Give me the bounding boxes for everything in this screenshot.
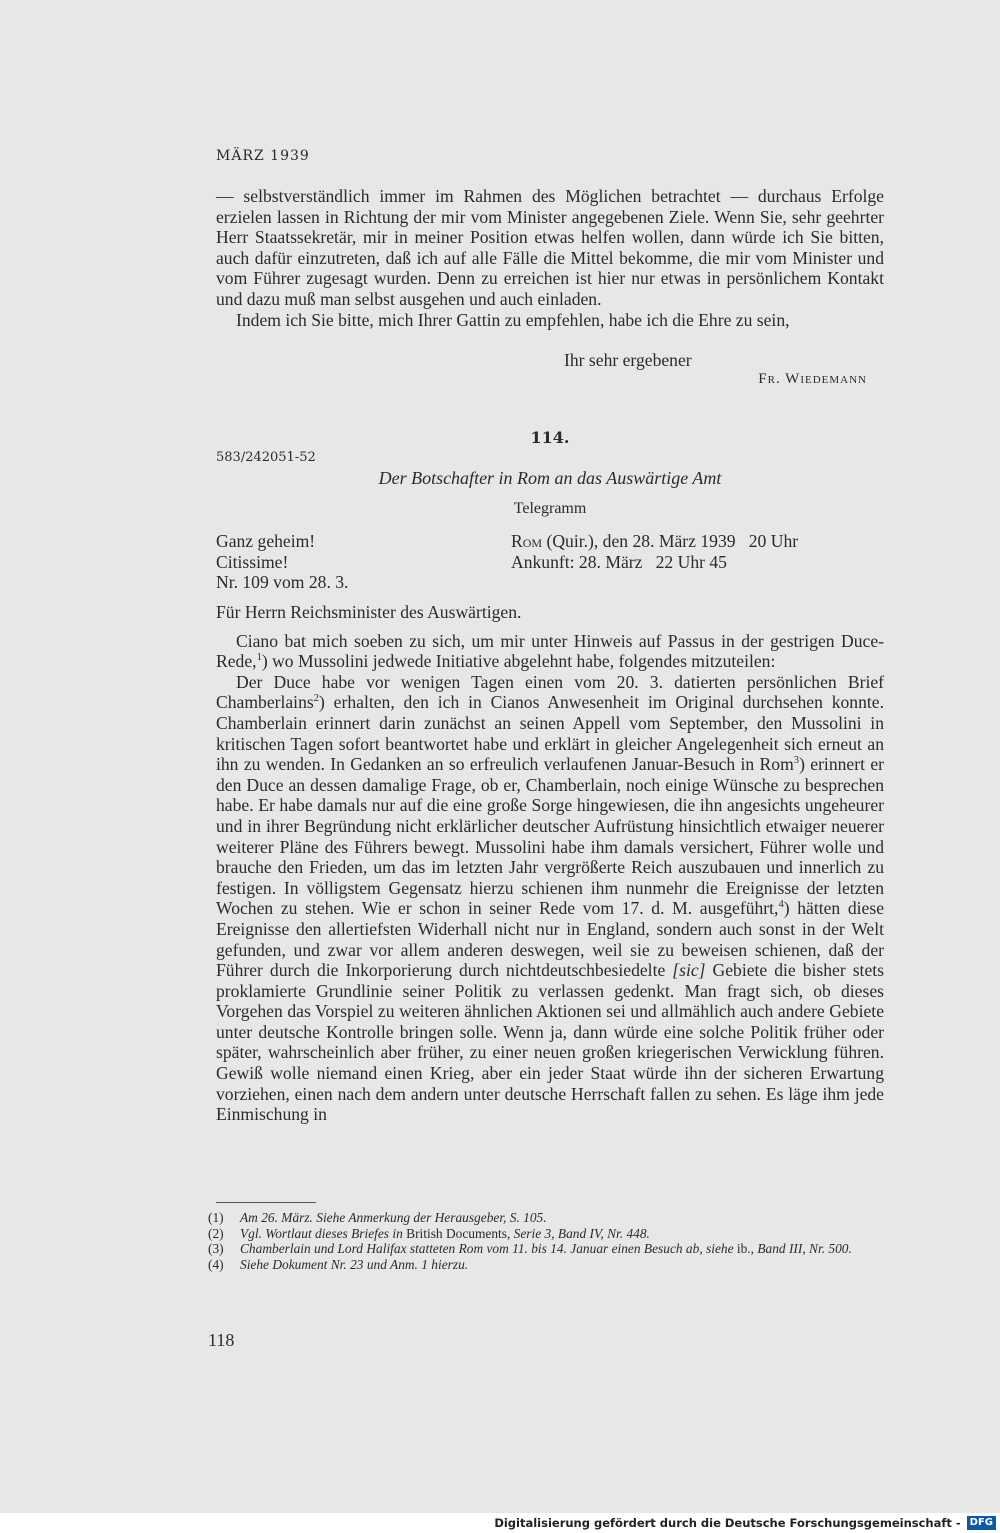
text-run: ) erhalten, den ich in Cianos Anwesenheit im Original durchsehen konnte. Chamberlain erinnert darin zunächst an seinen Appell vom September, den Mussolini in kritischen Tagen sofort beantwortet habe und erklärt in gleicher Angelegenheit sich erneut an ihn zu wenden. In Gedanken an so erfreulich verlaufenen Januar-Besuch in Rom xyxy=(216,692,884,775)
body-paragraph-2 xyxy=(216,672,884,1125)
text-run: ) erinnert er den Duce an dessen damalige Frage, ob er, Chamberlain, noch einige Wünsche zu besprechen habe. Er habe damals nur auf die eine große Sorge hingewiesen, die ihn angesichts ungeheurer und in ihrer Begründung nicht erklärlicher deutscher Aufrüstung hinsichtlich etwaiger neuerer weiterer Pläne des Führers bewegt. Mussolini habe ihm damals versichert, Führer wolle und brauche den Frieden, um das im letzten Jahr vergrößerte Reich auszubauen und innerlich zu festigen. In völligstem Gegensatz hierzu schienen ihm nunmehr die Ereignisse der letzten Wochen zu stehen. Wie er schon in seiner Rede vom 17. d. M. ausgeführt, xyxy=(216,754,884,919)
telegram-header-left xyxy=(216,531,348,593)
footnote-mark: (1) xyxy=(208,1210,224,1225)
page-number: 118 xyxy=(208,1330,235,1350)
footnote xyxy=(208,1257,888,1273)
previous-letter-text xyxy=(216,186,884,330)
origin-place: Rom xyxy=(511,531,543,551)
body-paragraph-1 xyxy=(216,631,884,672)
footnote-ref: 4 xyxy=(778,899,784,911)
previous-letter-closing-paragraph: Indem ich Sie bitte, mich Ihrer Gattin zu empfehlen, habe ich die Ehre zu sein, xyxy=(236,309,790,330)
footnote xyxy=(208,1226,888,1242)
telegram-body xyxy=(216,602,884,1125)
text-run: Der Duce habe vor wenigen Tagen einen vom 20. 3. datierten persönlichen Brief Chamberlains xyxy=(216,671,884,713)
footnote-text: Vgl. Wortlaut dieses Briefes in xyxy=(240,1225,403,1241)
classification-secret: Ganz geheim! xyxy=(216,531,316,551)
footnote-text: Siehe Dokument Nr. 23 und Anm. 1 hierzu. xyxy=(240,1256,469,1272)
footnote-text-tail: Serie 3, Band IV, Nr. 448. xyxy=(510,1225,650,1241)
origin-date: (Quir.), den 28. März 1939 20 Uhr xyxy=(542,531,799,551)
dfg-logo: DFG xyxy=(967,1516,996,1530)
telegram-origin xyxy=(511,531,798,552)
classification-urgent: Citissime! xyxy=(216,551,289,572)
addressee: Für Herrn Reichsminister des Auswärtigen. xyxy=(216,602,522,622)
digitization-footer xyxy=(0,1513,1000,1533)
footnote-mark: (4) xyxy=(208,1256,224,1272)
footnote-text: Chamberlain und Lord Halifax statteten Rom vom 11. bis 14. Januar einen Besuch ab, siehe xyxy=(240,1241,734,1257)
file-reference: 583/242051-52 xyxy=(216,450,316,465)
document-number: 114. xyxy=(530,428,570,447)
sic-marker: [sic] xyxy=(672,960,706,981)
footnotes xyxy=(208,1210,888,1272)
telegram-serial: Nr. 109 vom 28. 3. xyxy=(216,572,349,593)
footnote-source: ib., xyxy=(733,1241,754,1257)
telegram-arrival: Ankunft: 28. März 22 Uhr 45 xyxy=(511,551,727,572)
letter-closing: Ihr sehr ergebener xyxy=(564,350,692,370)
footnote-ref: 3 xyxy=(793,755,800,767)
digitization-credit: Digitalisierung gefördert durch die Deutsche Forschungsgemeinschaft - xyxy=(494,1516,961,1530)
footnote-rule xyxy=(216,1202,316,1203)
footnote-text-tail: Band III, Nr. 500. xyxy=(754,1241,852,1257)
document-title: Der Botschafter in Rom an das Auswärtige Amt xyxy=(378,468,722,488)
footnote-text: Am 26. März. Siehe Anmerkung der Herausgeber, S. 105. xyxy=(240,1210,547,1225)
footnote-ref: 2 xyxy=(313,693,320,705)
document-type: Telegramm xyxy=(513,500,587,517)
footnote-ref: 1 xyxy=(256,652,262,664)
text-run: Gebiete die bisher stets proklamierte Grundlinie seiner Politik zu verlassen gedenkt. Man fragt sich, ob dieses Vorgehen das Vorspiel zu weiteren ähnlichen Aktionen sei und allmählich auch andere Gebiete unter deutsche Kontrolle bringen solle. Wenn ja, dann würde eine solche Politik früher oder später, wahrscheinlich aber früher, zu einer neuen großen kriegerischen Verwicklung führen. Gewiß wolle niemand einen Krieg, aber ein jeder Staat würde ihn der sicheren Erwartung vorziehen, einen nach dem andern unter deutsche Herrschaft fallen zu sehen. Es läge ihm jede Einmischung in xyxy=(216,960,884,1125)
letter-signature: Fr. Wiedemann xyxy=(758,371,867,387)
text-run: ) hätten diese Ereignisse den allertiefsten Widerhall nicht nur in England, sondern auch sonst in der Welt gefunden, und zwar vor allem anderen deswegen, weil sie zu beweisen schienen, daß der Führer durch die Inkorporierung durch nichtdeutschbesiedelte xyxy=(216,898,885,981)
footnote-source: British Documents, xyxy=(402,1225,511,1241)
footnote xyxy=(208,1210,888,1226)
footnote-mark: (3) xyxy=(208,1241,224,1257)
previous-letter-paragraph: — selbstverständlich immer im Rahmen des Möglichen betrachtet — durchaus Erfolge erzielen lassen in Richtung der mir vom Minister angegebenen Ziele. Wenn Sie, sehr geehrter Herr Staatssekretär, mir in meiner Position etwas helfen wollen, dann würde ich Sie bitten, auch dafür einzutreten, daß ich auf alle Fälle die Mittel bekomme, die mir vom Minister und vom Führer zugesagt wurden. Denn zu erreichen ist hier nur etwas in persönlichem Kontakt und dazu muß man selbst ausgehen und auch einladen. xyxy=(216,186,884,309)
telegram-header-right xyxy=(511,531,798,572)
text-run: Ciano bat mich soeben zu sich, um mir unter Hinweis auf Passus in der gestrigen Duce-Rede, xyxy=(216,630,884,672)
running-head: MÄRZ 1939 xyxy=(216,148,310,164)
footnote xyxy=(208,1241,888,1257)
text-run: ) wo Mussolini jedwede Initiative abgelehnt habe, folgendes mitzuteilen: xyxy=(261,651,776,672)
footnote-mark: (2) xyxy=(208,1225,224,1241)
